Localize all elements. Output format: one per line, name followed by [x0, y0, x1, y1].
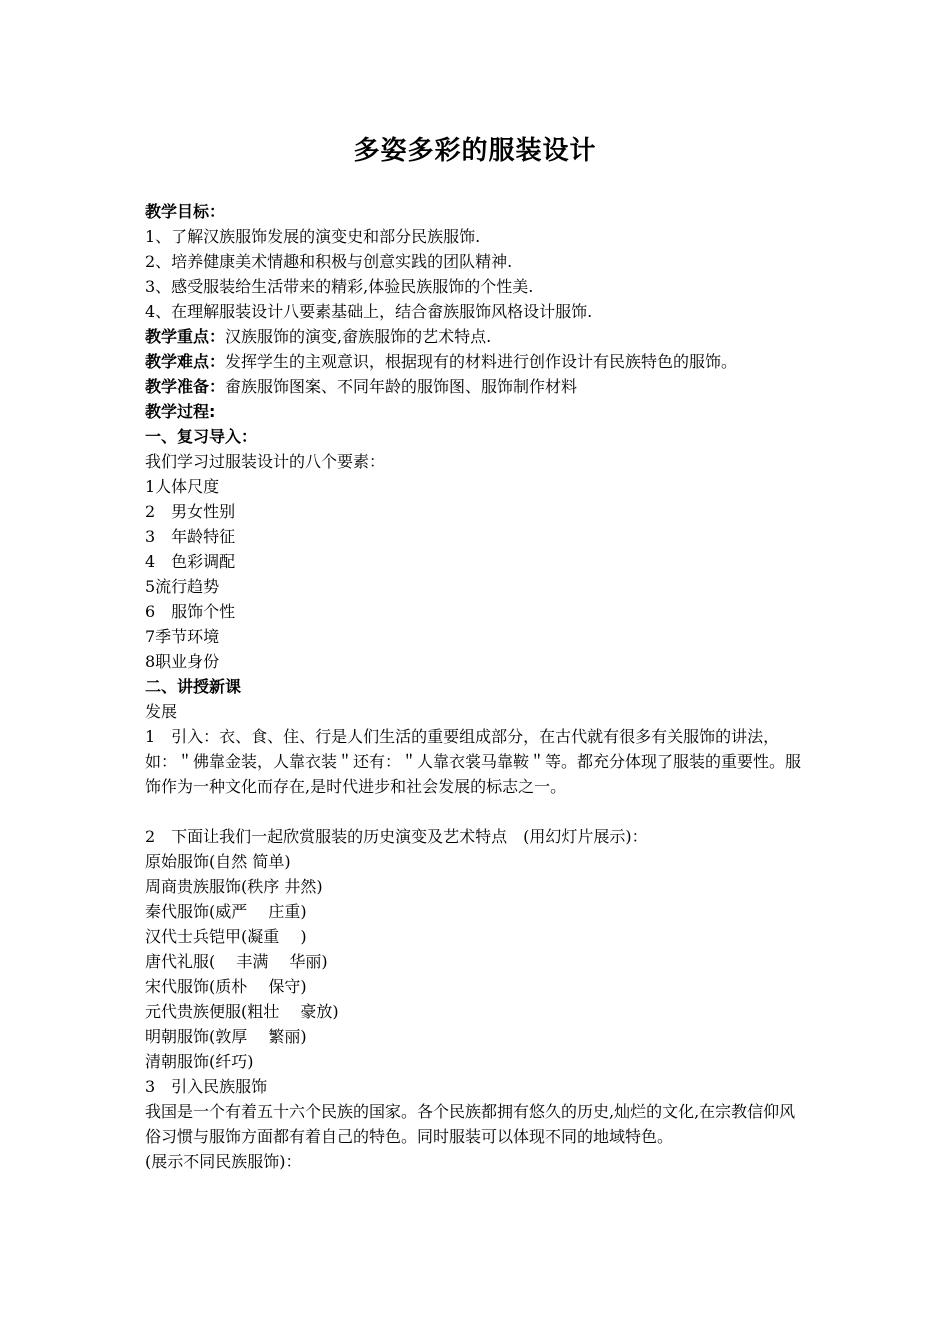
process-heading: 教学过程:	[145, 402, 216, 421]
document-title: 多姿多彩的服装设计	[353, 136, 597, 166]
section1-intro: 我们学习过服装设计的八个要素：	[145, 452, 386, 471]
ethnic-paragraph: 我国是一个有着五十六个民族的国家。各个民族都拥有悠久的历史,灿烂的文化,在宗教信仰风俗习惯与服饰方面都有着自己的特色。同时服装可以体现不同的地域特色。	[145, 1102, 796, 1146]
objective-item: 2、培养健康美术情趣和积极与创意实践的团队精神.	[145, 252, 513, 271]
history-item: 元代贵族便服(粗壮 豪放)	[145, 1002, 339, 1021]
history-item: 明朝服饰(敦厚 繁丽)	[145, 1027, 307, 1046]
key-points-text: 汉族服饰的演变,畲族服饰的艺术特点.	[225, 327, 492, 346]
objective-item: 3、感受服装给生活带来的精彩,体验民族服饰的个性美.	[145, 277, 534, 296]
design-element-item: 8职业身份	[145, 652, 220, 671]
objective-item: 1、了解汉族服饰发展的演变史和部分民族服饰.	[145, 227, 481, 246]
history-item: 宋代服饰(质朴 保守)	[145, 977, 307, 996]
ethnic-display-note: (展示不同民族服饰)：	[145, 1152, 302, 1171]
section2-subheading: 发展	[145, 702, 178, 721]
history-item: 清朝服饰(纤巧)	[145, 1052, 254, 1071]
intro-paragraph: 1 引入：衣、食、住、行是人们生活的重要组成部分，在古代就有很多有关服饰的讲法，如：＂佛靠金装，人靠衣装＂还有：＂人靠衣裳马靠鞍＂等。都充分体现了服装的重要性。服饰作为一种文化而存在,是时代进步和社会发展的标志之一。	[145, 727, 802, 796]
history-intro: 2 下面让我们一起欣赏服装的历史演变及艺术特点 (用幻灯片展示)：	[145, 827, 648, 846]
section2-heading: 二、讲授新课	[145, 677, 242, 696]
paragraph-spacer	[145, 799, 810, 824]
ethnic-costume-heading: 3 引入民族服饰	[145, 1077, 268, 1096]
preparation-label: 教学准备：	[145, 377, 226, 396]
design-element-item: 7季节环境	[145, 627, 220, 646]
history-item: 周商贵族服饰(秩序 井然)	[145, 877, 323, 896]
design-element-item: 1人体尺度	[145, 477, 220, 496]
difficulties-label: 教学难点：	[145, 352, 226, 371]
section1-heading: 一、复习导入：	[145, 427, 258, 446]
history-item: 唐代礼服( 丰满 华丽)	[145, 952, 328, 971]
design-element-item: 4 色彩调配	[145, 552, 236, 571]
history-item: 原始服饰(自然 简单)	[145, 852, 291, 871]
design-element-item: 3 年龄特征	[145, 527, 236, 546]
design-element-item: 5流行趋势	[145, 577, 220, 596]
objective-item: 4、在理解服装设计八要素基础上，结合畲族服饰风格设计服饰.	[145, 302, 593, 321]
key-points-label: 教学重点：	[145, 327, 226, 346]
difficulties-text: 发挥学生的主观意识，根据现有的材料进行创作设计有民族特色的服饰。	[225, 352, 738, 371]
preparation	[145, 374, 810, 399]
design-element-item: 6 服饰个性	[145, 602, 236, 621]
history-item: 汉代士兵铠甲(凝重 )	[145, 927, 307, 946]
key-points	[145, 324, 810, 349]
design-element-item: 2 男女性别	[145, 502, 236, 521]
history-item: 秦代服饰(威严 庄重)	[145, 902, 307, 921]
objectives-heading: 教学目标：	[145, 202, 226, 221]
document-body	[145, 199, 810, 1174]
preparation-text: 畲族服饰图案、不同年龄的服饰图、服饰制作材料	[225, 377, 578, 396]
difficulties	[145, 349, 810, 374]
